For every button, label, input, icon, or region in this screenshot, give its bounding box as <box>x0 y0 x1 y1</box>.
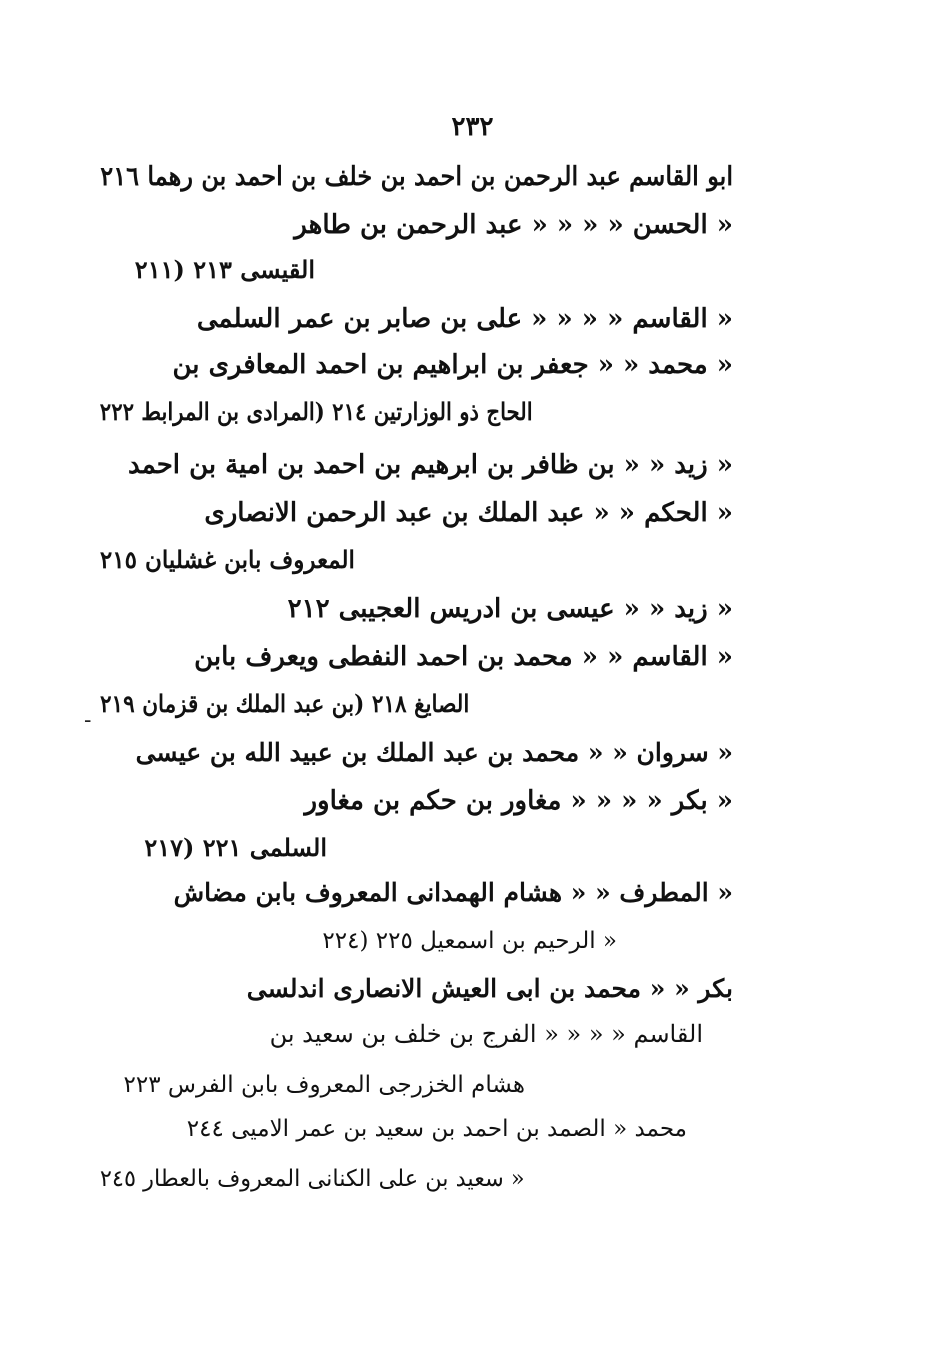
margin-dash: - <box>84 708 92 733</box>
entry-line: « سعيد بن على الكنانى المعروف بالعطار ٢٤٥ <box>100 1166 525 1192</box>
entry-line: السلمى ٢٢١ (٢١٧ <box>144 833 327 862</box>
entry-line: « الحسن « « « « عبد الرحمن بن طاهر <box>294 210 733 240</box>
entry-line: بكر « « محمد بن ابى العيش الانصارى اندلسى <box>246 974 733 1003</box>
page-number: ٢٣٢ <box>451 112 494 142</box>
entry-line: الصايغ ٢١٨ (بن عبد الملك بن قزمان ٢١٩ <box>99 689 469 718</box>
entry-line: « سروان « « محمد بن عبد الملك بن عبيد الله بن عيسى <box>135 738 733 767</box>
entry-line: « بكر « « « « مغاور بن حكم بن مغاور <box>304 786 733 816</box>
entry-line: القاسم « « « « الفرج بن خلف بن سعيد بن <box>269 1020 703 1048</box>
entry-line: ابو القاسم عبد الرحمن بن احمد بن خلف بن احمد بن رهما ٢١٦ <box>100 162 734 192</box>
entry-line: « المطرف « « هشام الهمدانى المعروف بابن مضاش <box>173 878 733 907</box>
entry-line: « الرحيم بن اسمعيل ٢٢٥ (٢٢٤ <box>322 928 617 954</box>
entry-line: « القاسم « « محمد بن احمد النفطى ويعرف بابن <box>194 642 733 672</box>
entry-line: الحاج ذو الوزارتين ٢١٤ (المرادى بن المرابط ٢٢٢ <box>100 397 533 426</box>
entry-line: « القاسم « « « « على بن صابر بن عمر السلمى <box>196 304 733 334</box>
entry-line: « محمد « « جعفر بن ابراهيم بن احمد المعافرى بن <box>172 350 733 380</box>
entry-line: « الحكم « « عبد الملك بن عبد الرحمن الانصارى <box>204 498 733 528</box>
entry-line: القيسى ٢١٣ (٢١١ <box>134 255 315 284</box>
entry-line: « زيد « « عيسى بن ادريس العجيبى ٢١٢ <box>287 594 733 624</box>
entry-line: المعروف بابن غشليان ٢١٥ <box>99 545 355 574</box>
entry-line: هشام الخزرجى المعروف بابن الفرس ٢٢٣ <box>123 1072 525 1098</box>
entry-line: محمد « الصمد بن احمد بن سعيد بن عمر الاميى ٢٤٤ <box>186 1116 687 1142</box>
entry-line: « زيد « « بن ظافر بن ابرهيم بن احمد بن امية بن احمد <box>128 450 733 480</box>
